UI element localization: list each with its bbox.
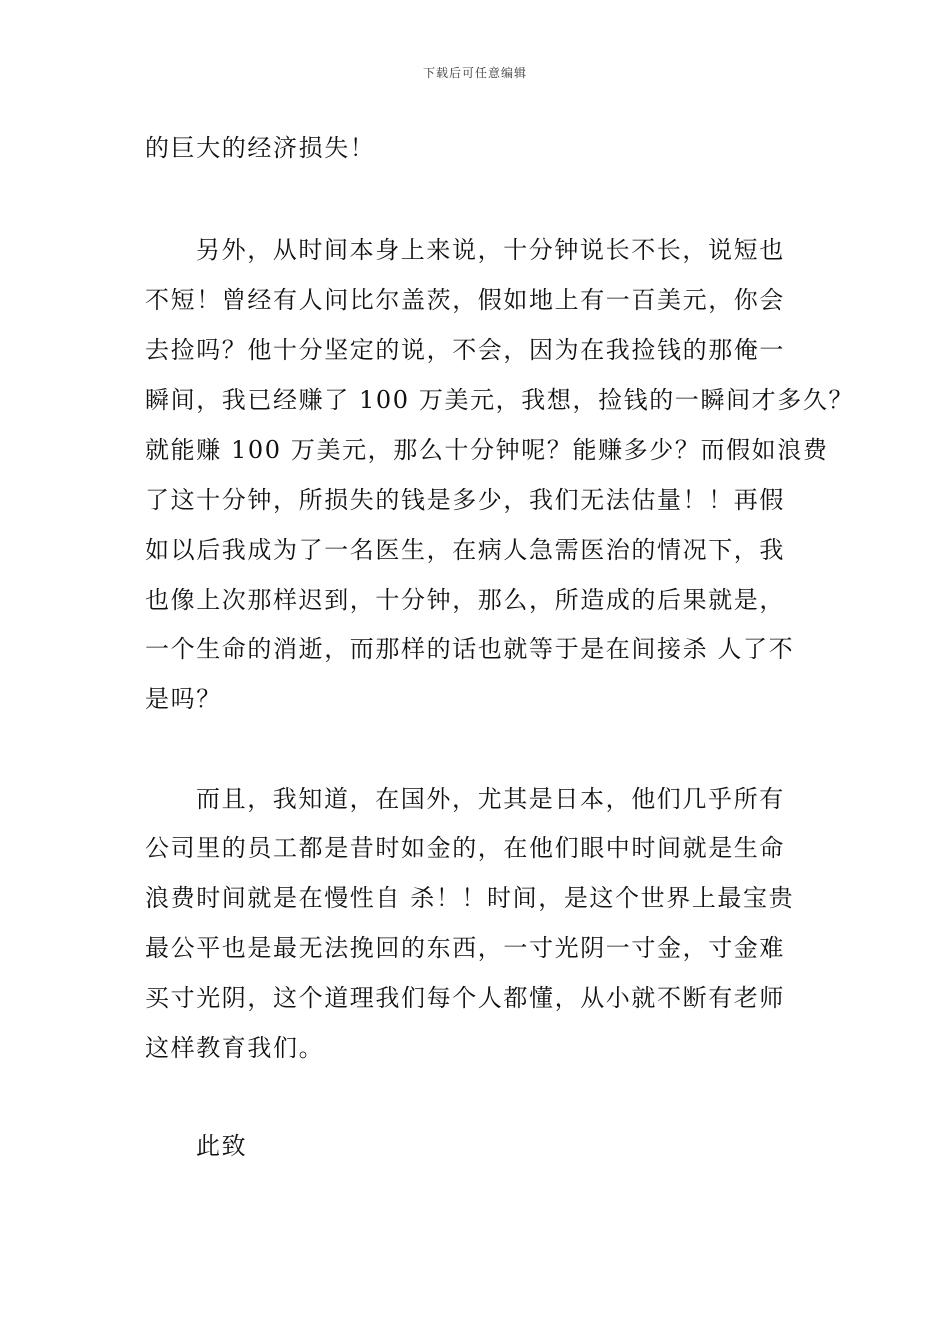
text-line: 不短！曾经有人问比尔盖茨，假如地上有一百美元，你会 xyxy=(145,286,785,314)
page-header-note: 下载后可任意编辑 xyxy=(422,66,527,80)
text-line: 另外，从时间本身上来说，十分钟说长不长，说短也 xyxy=(196,236,785,264)
text-line: 是吗？ xyxy=(145,685,222,713)
closing-salutation: 此致 xyxy=(196,1132,248,1160)
text-line: 浪费时间就是在慢性自 杀！！时间，是这个世界上最宝贵 xyxy=(145,884,795,912)
text-line: 了这十分钟，所损失的钱是多少，我们无法估量！！再假 xyxy=(145,486,785,514)
text-line: 公司里的员工都是昔时如金的，在他们眼中时间就是生命 xyxy=(145,834,785,862)
text-line: 这样教育我们。 xyxy=(145,1034,325,1062)
text-line: 瞬间，我已经赚了 100 万美元，我想，捡钱的一瞬间才多久？ xyxy=(145,386,855,414)
text-line: 一个生命的消逝，而那样的话也就等于是在间接杀 人了不 xyxy=(145,635,795,663)
text-line: 就能赚 100 万美元，那么十分钟呢？能赚多少？而假如浪费 xyxy=(145,436,829,464)
text-line: 最公平也是最无法挽回的东西，一寸光阴一寸金，寸金难 xyxy=(145,934,785,962)
text-line: 去捡吗？他十分坚定的说，不会，因为在我捡钱的那俺一 xyxy=(145,336,785,364)
text-line: 而且，我知道，在国外，尤其是日本，他们几乎所有 xyxy=(196,785,785,813)
text-line: 买寸光阴，这个道理我们每个人都懂，从小就不断有老师 xyxy=(145,984,785,1012)
text-line: 如以后我成为了一名医生，在病人急需医治的情况下，我 xyxy=(145,536,785,564)
text-line: 也像上次那样迟到，十分钟，那么，所造成的后果就是， xyxy=(145,586,785,614)
text-line: 的巨大的经济损失！ xyxy=(145,134,376,162)
